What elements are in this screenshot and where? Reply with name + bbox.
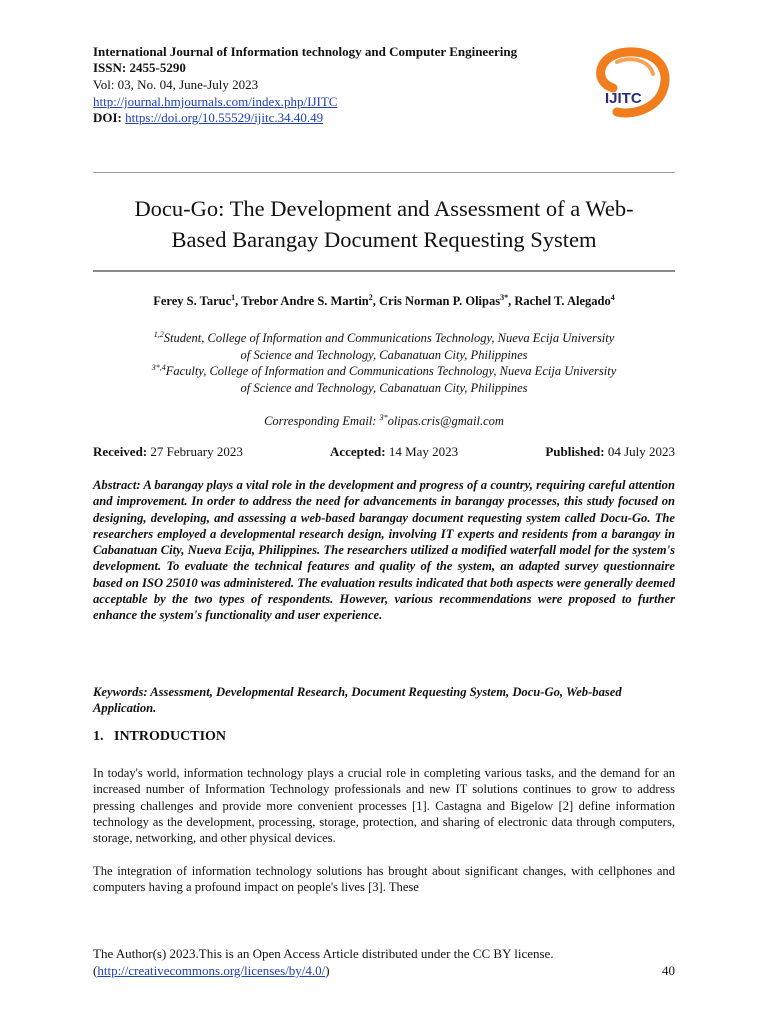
doi-link[interactable]: https://doi.org/10.55529/ijitc.34.40.49 <box>125 110 324 125</box>
affiliation-sup: 3*,4 <box>151 363 166 372</box>
email-address[interactable]: olipas.cris@gmail.com <box>387 414 504 429</box>
received-label: Received: <box>93 444 148 459</box>
affiliation-text: of Science and Technology, Cabanatuan City, Philippines <box>240 380 528 395</box>
author-name: Rachel T. Alegado <box>514 294 611 309</box>
email-sup: 3* <box>379 413 388 422</box>
affiliation-text: Faculty, College of Information and Communications Technology, Nueva Ecija University <box>165 364 617 379</box>
corresponding-email <box>93 410 675 430</box>
author-sup: 2 <box>368 293 373 302</box>
footer-license <box>93 946 675 962</box>
affiliation-text: of Science and Technology, Cabanatuan City, Philippines <box>240 347 528 362</box>
license-text: The Author(s) 2023.This is an Open Access Article distributed under the CC BY license. <box>93 946 554 961</box>
header-divider <box>93 172 675 173</box>
issn: ISSN: 2455-5290 <box>93 60 186 75</box>
paper-title <box>93 193 675 255</box>
journal-logo <box>583 42 675 122</box>
published-value: 04 July 2023 <box>607 444 675 459</box>
affiliation-2 <box>93 360 675 396</box>
logo-swirl-icon <box>583 42 675 122</box>
author-name: Ferey S. Taruc <box>153 294 232 309</box>
author-name: Trebor Andre S. Martin <box>241 294 369 309</box>
intro-paragraph-1: In today's world, information technology plays a crucial role in completing various tasks, and the demand for an increased number of Information Technology professionals and new IT solutions continues to grow to address pressing challenges and provide more convenient processes [1]. Castagna and Bigelow [2] define information technology as the development, processing, storage, protection, and sharing of electronic data through computers, storage, networking, and other physical devices. <box>93 766 675 846</box>
title-line-1: Docu-Go: The Development and Assessment of a Web- <box>134 196 634 221</box>
doi-line <box>93 110 323 126</box>
received-date <box>93 444 243 460</box>
keywords: Keywords: Assessment, Developmental Research, Document Requesting System, Docu-Go, Web-based Application. <box>93 685 622 716</box>
doi-label: DOI: <box>93 110 122 125</box>
accepted-value: 14 May 2023 <box>388 444 459 459</box>
journal-url-link[interactable]: http://journal.hmjournals.com/index.php/IJITC <box>93 94 338 109</box>
author-sup: 1 <box>231 293 236 302</box>
author-sup: 3* <box>500 293 509 302</box>
intro-paragraph-2: The integration of information technology solutions has brought about significant changes, with cellphones and computers having a profound impact on people's lives [3]. These <box>93 864 675 895</box>
title-line-2: Based Barangay Document Requesting System <box>171 227 597 252</box>
accepted-label: Accepted: <box>329 444 386 459</box>
logo-text: IJITC <box>605 90 642 107</box>
dates-row <box>93 444 675 460</box>
abstract: Abstract: A barangay plays a vital role in the development and progress of a country, requiring careful attention and improvement. In order to address the need for advancements in barangay processes, this study focused on designing, developing, and assessing a web-based barangay document requesting system called Docu-Go. The researchers employed a developmental research design, involving IT experts and residents from a barangay in Cabanatuan City, Nueva Ecija, Philippines. The researchers utilized a modified waterfall model for the system's development. To evaluate the technical features and quality of the system, an adapted survey questionnaire based on ISO 25010 was administered. The evaluation results indicated that both aspects were generally deemed acceptable by the two types of respondents. However, various recommendations were proposed to further enhance the system's functionality and user experience. <box>93 478 675 623</box>
affiliation-1 <box>93 327 675 363</box>
affiliation-text: Student, College of Information and Communications Technology, Nueva Ecija University <box>163 331 615 346</box>
email-label: Corresponding Email: <box>264 414 380 429</box>
published-date <box>545 444 675 460</box>
section-heading: 1. INTRODUCTION <box>93 729 227 744</box>
journal-name: International Journal of Information technology and Computer Engineering <box>93 44 518 59</box>
page-number: 40 <box>662 963 675 978</box>
license-link[interactable]: http://creativecommons.org/licenses/by/4.0/ <box>97 963 326 978</box>
author-sup: 4 <box>610 293 615 302</box>
author-name: Cris Norman P. Olipas <box>379 294 501 309</box>
authors-line: Ferey S. Taruc$^1$, Trebor Andre S. Martin$^2$, Cris Norman P. Olipas$^{3*}$, Rachel T. Alegado$^4$ <box>153 293 615 309</box>
footer-license-link-line: (http://creativecommons.org/licenses/by/4.0/) <box>93 963 330 978</box>
received-value: 27 February 2023 <box>150 444 243 459</box>
title-divider <box>93 270 675 272</box>
accepted-date <box>330 444 458 460</box>
volume-info: Vol: 03, No. 04, June-July 2023 <box>93 77 259 92</box>
published-label: Published: <box>545 444 605 459</box>
affiliation-sup: 1,2 <box>153 330 164 339</box>
